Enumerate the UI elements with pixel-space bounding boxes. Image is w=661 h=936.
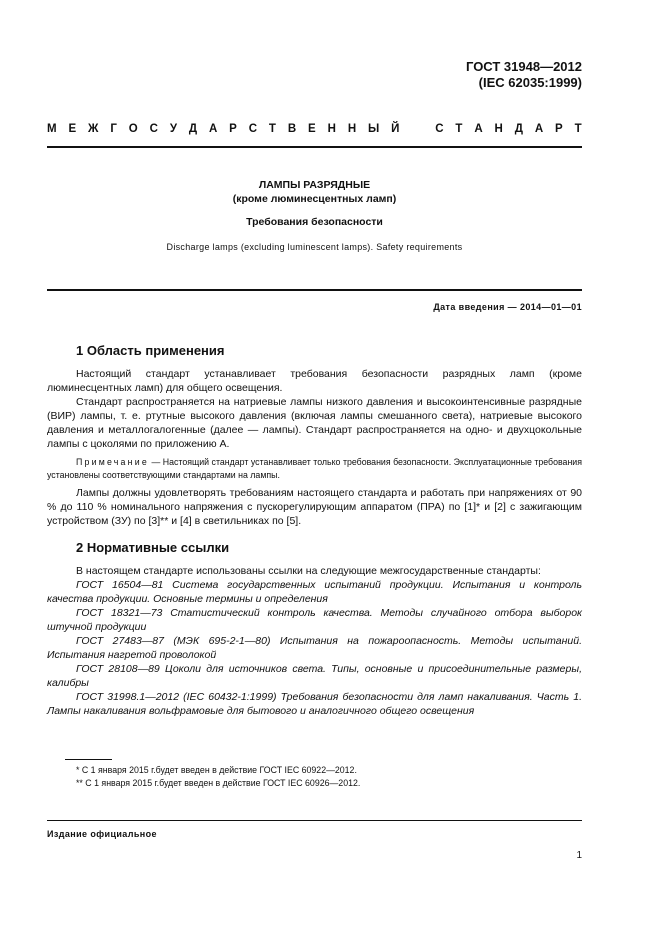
introduction-date: Дата введения — 2014—01—01 bbox=[433, 302, 582, 312]
banner-letter: Е bbox=[68, 123, 77, 135]
reference-item: ГОСТ 18321—73 Статистический контроль качества. Методы случайного отбора выборок штучной продукции bbox=[47, 607, 582, 633]
footnote-2: ** С 1 января 2015 г.будет введен в действие ГОСТ IEC 60926—2012. bbox=[76, 778, 361, 788]
banner-letter: О bbox=[128, 123, 138, 135]
banner-letter: Т bbox=[574, 123, 582, 135]
section-1-paragraph-1: Настоящий стандарт устанавливает требования безопасности разрядных ламп (кроме люминесцентных ламп) для общего освещения. bbox=[47, 368, 582, 394]
banner-letter: А bbox=[208, 123, 218, 135]
banner-letter: Т bbox=[268, 123, 276, 135]
banner-letter: Е bbox=[308, 123, 316, 135]
title-block bbox=[47, 178, 582, 253]
banner-letter: Н bbox=[494, 123, 503, 135]
banner-letter: С bbox=[149, 123, 158, 135]
gost-number: ГОСТ 31948—2012 bbox=[466, 59, 582, 74]
bottom-rule bbox=[47, 820, 582, 821]
section-2-heading: 2 Нормативные ссылки bbox=[76, 540, 230, 555]
section-1-paragraph-3: Лампы должны удовлетворять требованиям настоящего стандарта и работать при напряжениях от 90 % до 110 % номинального напряжения с пускорегулирующим аппаратом (ПРА) по [1]* и [2] с зажигающим устройством (ЗУ) по [3]** и [4] в светильниках по [5]. bbox=[47, 487, 582, 527]
note-label: Примечание bbox=[76, 457, 149, 467]
footnote-separator bbox=[65, 759, 112, 760]
banner-letter: Й bbox=[391, 123, 400, 135]
banner-letter: Р bbox=[555, 123, 563, 135]
note-text: — Настоящий стандарт устанавливает только требования безопасности. Эксплуатационные требования установлены соответствующими стандартами на лампы. bbox=[47, 457, 582, 480]
banner-letter: У bbox=[169, 123, 177, 135]
banner-letter: В bbox=[287, 123, 297, 135]
banner-letter: С bbox=[435, 123, 444, 135]
reference-item: ГОСТ 16504—81 Система государственных испытаний продукции. Испытания и контроль качества продукции. Основные термины и определения bbox=[47, 579, 582, 605]
reference-item: ГОСТ 31998.1—2012 (IEC 60432-1:1999) Требования безопасности для ламп накаливания. Часть 1. Лампы накаливания вольфрамовые для бытового и аналогичного общего освещения bbox=[47, 691, 582, 717]
document-designation bbox=[466, 59, 582, 91]
footnote-1: * С 1 января 2015 г.будет введен в действие ГОСТ IEC 60922—2012. bbox=[76, 765, 357, 775]
top-rule bbox=[47, 146, 582, 148]
interstate-standard-banner bbox=[47, 123, 582, 135]
note bbox=[47, 456, 582, 481]
iec-number: (IEC 62035:1999) bbox=[478, 75, 582, 90]
page-number: 1 bbox=[576, 850, 582, 861]
english-title: Discharge lamps (excluding luminescent lamps). Safety requirements bbox=[166, 242, 463, 252]
banner-letter: Д bbox=[188, 123, 198, 135]
banner-letter: Ж bbox=[88, 123, 99, 135]
title-line-2: (кроме люминесцентных ламп) bbox=[232, 193, 397, 205]
banner-letter: С bbox=[248, 123, 258, 135]
banner-letter: Д bbox=[514, 123, 523, 135]
title-line-1: ЛАМПЫ РАЗРЯДНЫЕ bbox=[258, 179, 371, 191]
banner-letter: Г bbox=[110, 123, 117, 135]
middle-rule bbox=[47, 289, 582, 291]
reference-item: ГОСТ 27483—87 (МЭК 695-2-1—80) Испытания на пожароопасность. Методы испытаний. Испытания нагретой проволокой bbox=[47, 635, 582, 661]
banner-letter: М bbox=[47, 123, 57, 135]
banner-letter: А bbox=[474, 123, 483, 135]
banner-letter: А bbox=[534, 123, 544, 135]
official-edition-label: Издание официальное bbox=[47, 829, 157, 839]
banner-letter: Ы bbox=[368, 123, 380, 135]
reference-item: ГОСТ 28108—89 Цоколи для источников света. Типы, основные и присоединительные размеры, калибры bbox=[47, 663, 582, 689]
title-line-3: Требования безопасности bbox=[246, 216, 383, 228]
banner-letter: Т bbox=[455, 123, 463, 135]
banner-letter: Р bbox=[229, 123, 237, 135]
banner-letter: Н bbox=[347, 123, 357, 135]
banner-letter: Н bbox=[327, 123, 336, 135]
section-1-paragraph-2: Стандарт распространяется на натриевые лампы низкого давления и высокоинтенсивные разрядные (ВИР) лампы, т. е. ртутные высокого давления (включая лампы смешанного света), натриевые высокого давления и металлогалогенные (далее — лампы). Стандарт распространяется на одно- и двухцокольные лампы с цоколями по приложению А. bbox=[47, 396, 582, 450]
section-2-intro: В настоящем стандарте использованы ссылки на следующие межгосударственные стандарты: bbox=[76, 565, 541, 577]
section-1-heading: 1 Область применения bbox=[76, 343, 225, 358]
